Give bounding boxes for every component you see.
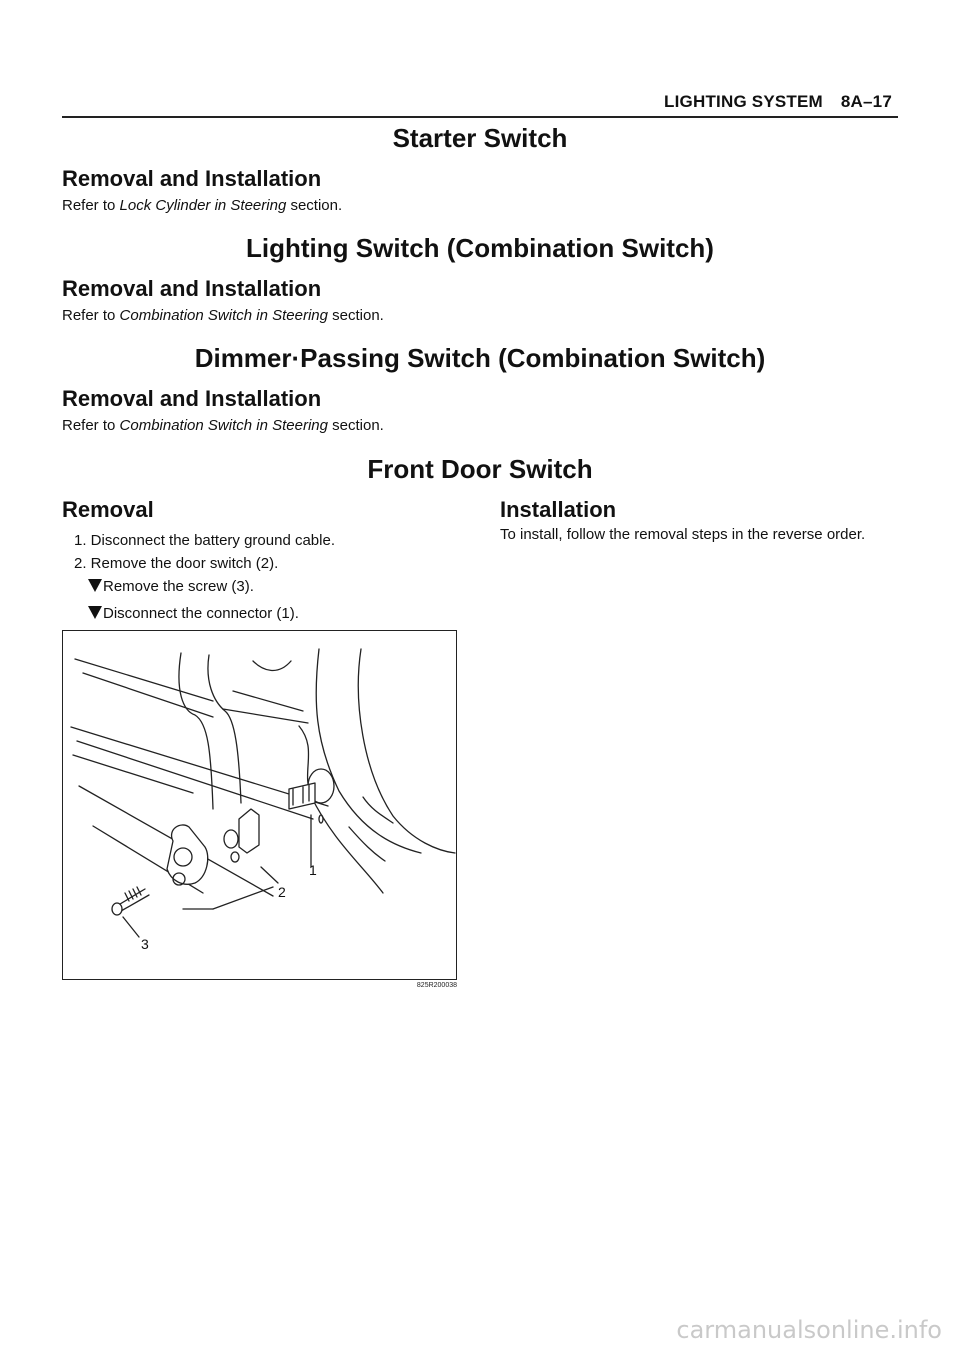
- substep-item: Disconnect the connector (1).: [74, 602, 335, 625]
- removal-heading: Removal: [62, 497, 154, 522]
- callout-3: 3: [141, 936, 149, 952]
- section-title: Dimmer·Passing Switch (Combination Switch): [194, 343, 766, 373]
- ref-prefix: Refer to: [62, 417, 120, 434]
- header-text: [664, 92, 892, 112]
- triangle-bullet-icon: [88, 606, 102, 619]
- section-subtitle: Removal and Installation: [62, 386, 322, 411]
- ref-link: Combination Switch in Steering: [119, 417, 328, 434]
- installation-heading: Installation: [500, 497, 617, 522]
- ref-link: Lock Cylinder in Steering: [119, 197, 287, 214]
- callout-2: 2: [278, 884, 286, 900]
- ref-suffix: section.: [286, 197, 343, 214]
- section-name: LIGHTING SYSTEM: [664, 92, 823, 111]
- ref-suffix: section.: [327, 417, 384, 434]
- ref-suffix: section.: [327, 307, 384, 324]
- watermark: carmanualsonline.info: [676, 1316, 942, 1344]
- triangle-bullet-icon: [88, 579, 102, 592]
- ref-link: Combination Switch in Steering: [119, 307, 328, 324]
- door-switch-drawing: [63, 631, 456, 979]
- reference-text: [62, 417, 384, 434]
- reference-text: [62, 307, 384, 324]
- ref-prefix: Refer to: [62, 307, 120, 324]
- page-header: [62, 88, 898, 118]
- removal-steps: [74, 529, 335, 625]
- section-subtitle: Removal and Installation: [62, 166, 322, 191]
- section-title: Front Door Switch: [367, 454, 593, 484]
- ref-prefix: Refer to: [62, 197, 120, 214]
- installation-text: To install, follow the removal steps in the reverse order.: [500, 526, 866, 543]
- step-item: 1. Disconnect the battery ground cable.: [74, 532, 335, 549]
- section-title: Lighting Switch (Combination Switch): [246, 233, 714, 263]
- section-title: Starter Switch: [392, 123, 568, 153]
- section-subtitle: Removal and Installation: [62, 276, 322, 301]
- reference-text: [62, 197, 342, 214]
- callout-1: 1: [309, 862, 317, 878]
- page-number: 8A–17: [840, 92, 892, 111]
- step-item: 2. Remove the door switch (2).: [74, 555, 279, 572]
- substep-item: Remove the screw (3).: [74, 575, 335, 598]
- figure-code: 825R200038: [416, 982, 457, 989]
- door-switch-illustration: [62, 630, 457, 980]
